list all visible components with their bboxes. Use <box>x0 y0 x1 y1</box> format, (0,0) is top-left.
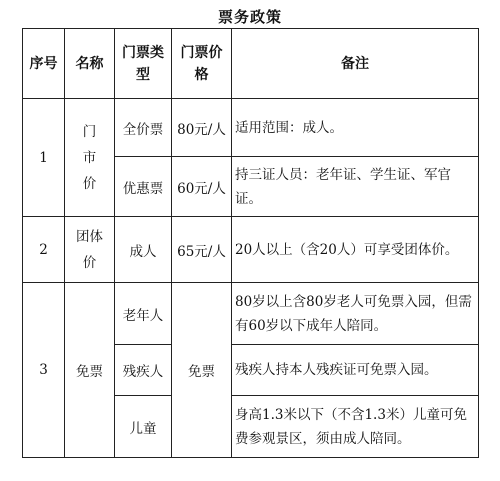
ticket-policy-table <box>22 28 479 458</box>
row-3-no: 3 <box>23 283 65 458</box>
header-ticket-price: 门票价格 <box>172 29 232 99</box>
table-row <box>23 283 479 345</box>
row-2-note: 20人以上（含20人）可享受团体价。 <box>232 217 479 283</box>
header-name: 名称 <box>65 29 115 99</box>
row-3a-type: 老年人 <box>115 283 172 345</box>
row-3a-note: 80岁以上含80岁老人可免票入园，但需有60岁以下成年人陪同。 <box>232 283 479 345</box>
row-1a-note: 适用范围：成人。 <box>232 99 479 157</box>
row-3b-note: 残疾人持本人残疾证可免票入园。 <box>232 345 479 396</box>
row-3-name: 免票 <box>65 283 115 458</box>
header-ticket-type: 门票类型 <box>115 29 172 99</box>
row-2-price: 65元/人 <box>172 217 232 283</box>
row-3-price: 免票 <box>172 283 232 458</box>
row-1a-type: 全价票 <box>115 99 172 157</box>
row-1b-price: 60元/人 <box>172 157 232 217</box>
row-2-type: 成人 <box>115 217 172 283</box>
table-row <box>23 217 479 283</box>
header-remarks: 备注 <box>232 29 479 99</box>
row-1b-note: 持三证人员：老年证、学生证、军官证。 <box>232 157 479 217</box>
row-3c-note: 身高1.3米以下（不含1.3米）儿童可免费参观景区，须由成人陪同。 <box>232 396 479 458</box>
row-3c-type: 儿童 <box>115 396 172 458</box>
table-header-row <box>23 29 479 99</box>
row-2-no: 2 <box>23 217 65 283</box>
page-title: 票务政策 <box>217 8 282 26</box>
row-2-name: 团体价 <box>65 217 115 283</box>
row-3b-type: 残疾人 <box>115 345 172 396</box>
table-row <box>23 99 479 157</box>
row-1-no: 1 <box>23 99 65 217</box>
row-1b-type: 优惠票 <box>115 157 172 217</box>
header-no: 序号 <box>23 29 65 99</box>
row-1a-price: 80元/人 <box>172 99 232 157</box>
row-1-name: 门市价 <box>65 99 115 217</box>
